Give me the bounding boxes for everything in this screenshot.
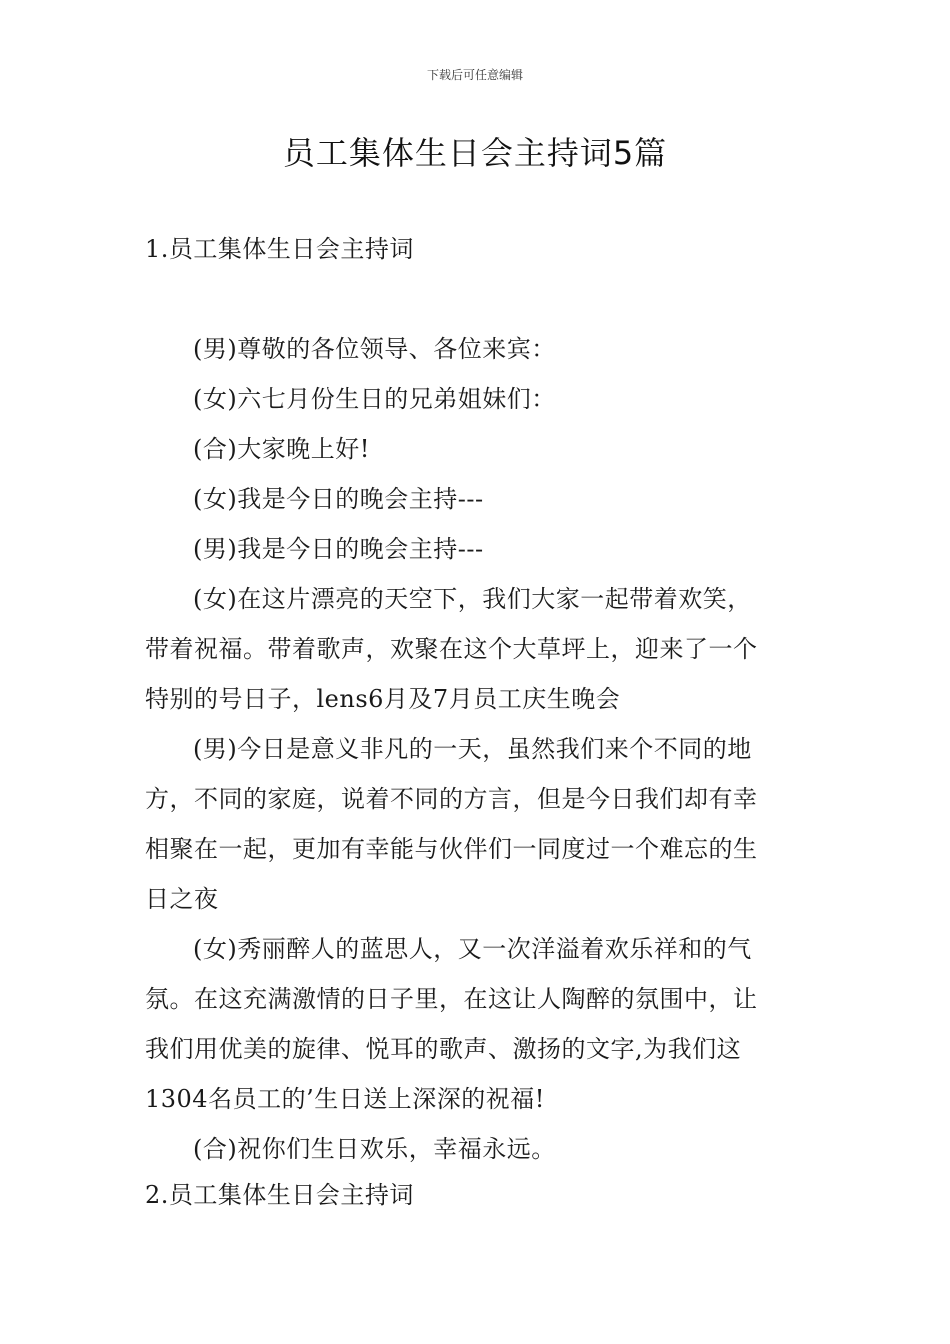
paragraph-line: (男)今日是意义非凡的一天，虽然我们来个不同的地 [193,735,752,763]
closing-line: (合)祝你们生日欢乐，幸福永远。 [193,1135,556,1163]
document-title: 员工集体生日会主持词5篇 [282,134,668,172]
dialogue-line: (女)六七月份生日的兄弟姐妹们： [193,385,556,413]
section-heading-1 [145,224,810,274]
paragraph-line: 氛。在这充满激情的日子里，在这让人陶醉的氛围中，让 [145,985,758,1013]
paragraph [145,924,810,1124]
header-note: 下载后可任意编辑 [426,68,523,82]
section-body-1 [145,324,810,1174]
section-heading-text: 2.员工集体生日会主持词 [145,1181,414,1209]
section-heading-2 [145,1170,810,1220]
section-heading-text: 1.员工集体生日会主持词 [145,235,414,263]
paragraph-line: 1304名员工的’生日送上深深的祝福! [145,1085,545,1113]
paragraph-line: 日之夜 [145,885,219,913]
paragraph [145,724,810,924]
paragraph [145,574,810,724]
paragraph-line: 相聚在一起，更加有幸能与伙伴们一同度过一个难忘的生 [145,835,758,863]
paragraph-line: (女)秀丽醉人的蓝思人，又一次洋溢着欢乐祥和的气 [193,935,752,963]
paragraph-line: 带着祝福。带着歌声，欢聚在这个大草坪上，迎来了一个 [145,635,758,663]
paragraph-line: 方，不同的家庭，说着不同的方言，但是今日我们却有幸 [145,785,758,813]
paragraph-line: (女)在这片漂亮的天空下，我们大家一起带着欢笑， [193,585,752,613]
dialogue-line: (男)尊敬的各位领导、各位来宾： [193,335,556,363]
paragraph-line: 我们用优美的旋律、悦耳的歌声、激扬的文字,为我们这 [145,1035,742,1063]
dialogue-line: (合)大家晚上好! [193,435,370,463]
dialogue-line: (男)我是今日的晚会主持--- [193,535,484,563]
paragraph-line: 特别的号日子，lens6月及7月员工庆生晚会 [145,685,621,713]
dialogue-line: (女)我是今日的晚会主持--- [193,485,484,513]
